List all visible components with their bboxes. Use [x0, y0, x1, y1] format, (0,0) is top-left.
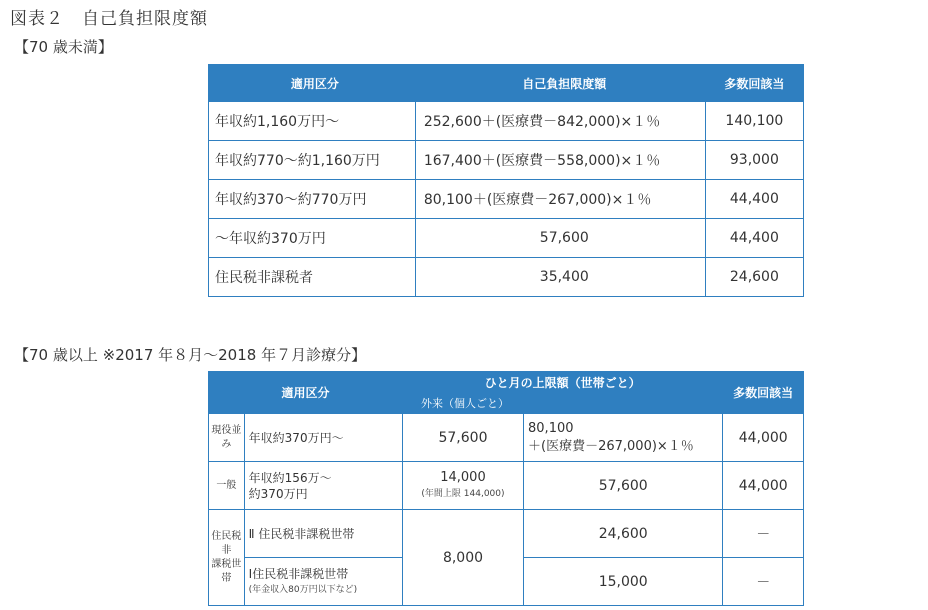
cell-group-line1: 住民税非 — [211, 530, 242, 556]
cell-multiple: 93,000 — [705, 141, 803, 180]
cell-limit: 57,600 — [524, 462, 723, 510]
cell-limit-line1: 80,100 — [528, 420, 574, 436]
table-row — [209, 462, 804, 510]
cell-multiple: 44,400 — [705, 180, 803, 219]
cell-category-note: (年金収入80万円以下など) — [248, 584, 358, 595]
cell-category — [244, 558, 402, 606]
table-row — [209, 258, 804, 297]
header-multiple: 多数回該当 — [723, 372, 804, 414]
table-header-row — [209, 65, 804, 102]
header-category: 適用区分 — [209, 65, 416, 102]
cell-outpatient — [402, 462, 523, 510]
cell-category: Ⅱ 住民税非課税世帯 — [244, 510, 402, 558]
section-title-70-and-over: 【70 歳以上 ※2017 年８月～2018 年７月診療分】 — [14, 346, 367, 364]
cell-multiple: － — [723, 558, 804, 606]
cell-limit: 35,400 — [415, 258, 705, 297]
cell-multiple: 140,100 — [705, 102, 803, 141]
cell-category: 年収約1,160万円～ — [209, 102, 416, 141]
cell-group: 現役並み — [209, 414, 245, 462]
cell-multiple: 44,400 — [705, 219, 803, 258]
table-header-row — [209, 372, 804, 393]
header-monthly-limit: ひと月の上限額（世帯ごと） — [402, 372, 722, 393]
cell-limit: 15,000 — [524, 558, 723, 606]
cell-category: ～年収約370万円 — [209, 219, 416, 258]
table-row — [209, 180, 804, 219]
cell-category: 住民税非課税者 — [209, 258, 416, 297]
table-row — [209, 141, 804, 180]
cell-limit: 80,100＋(医療費－267,000)×１％ — [415, 180, 705, 219]
cell-outpatient: 57,600 — [402, 414, 523, 462]
cell-multiple: 44,000 — [723, 414, 804, 462]
cell-outpatient-value: 14,000 — [440, 469, 486, 485]
table-row — [209, 510, 804, 558]
cell-outpatient-note: (年間上限 144,000) — [421, 488, 505, 499]
table-under-70 — [208, 64, 804, 297]
cell-category — [244, 462, 402, 510]
header-household-blank — [524, 393, 723, 414]
page-title: 図表２ 自己負担限度額 — [10, 9, 208, 29]
cell-category-main: Ⅰ住民税非課税世帯 — [248, 566, 349, 581]
cell-category: 年収約770～約1,160万円 — [209, 141, 416, 180]
cell-category: 年収約370～約770万円 — [209, 180, 416, 219]
table-70-and-over — [208, 371, 804, 606]
cell-outpatient: 8,000 — [402, 510, 523, 606]
cell-limit: 167,400＋(医療費－558,000)×１％ — [415, 141, 705, 180]
header-limit: 自己負担限度額 — [415, 65, 705, 102]
cell-group: 一般 — [209, 462, 245, 510]
cell-category-line2: 約370万円 — [248, 486, 308, 501]
cell-category: 年収約370万円～ — [244, 414, 402, 462]
table-row — [209, 219, 804, 258]
cell-limit — [524, 414, 723, 462]
table-row — [209, 102, 804, 141]
section-title-under-70: 【70 歳未満】 — [14, 38, 113, 56]
header-multiple: 多数回該当 — [705, 65, 803, 102]
cell-category-line1: 年収約156万～ — [248, 470, 332, 485]
cell-limit-line2: ＋(医療費－267,000)×１％ — [528, 438, 694, 454]
cell-limit: 252,600＋(医療費－842,000)×１％ — [415, 102, 705, 141]
cell-group-line2: 課税世帯 — [211, 558, 242, 584]
cell-group — [209, 510, 245, 606]
header-outpatient: 外来（個人ごと） — [402, 393, 523, 414]
table-row — [209, 414, 804, 462]
cell-limit: 57,600 — [415, 219, 705, 258]
cell-multiple: 44,000 — [723, 462, 804, 510]
cell-limit: 24,600 — [524, 510, 723, 558]
header-category: 適用区分 — [209, 372, 403, 414]
cell-multiple: － — [723, 510, 804, 558]
cell-multiple: 24,600 — [705, 258, 803, 297]
